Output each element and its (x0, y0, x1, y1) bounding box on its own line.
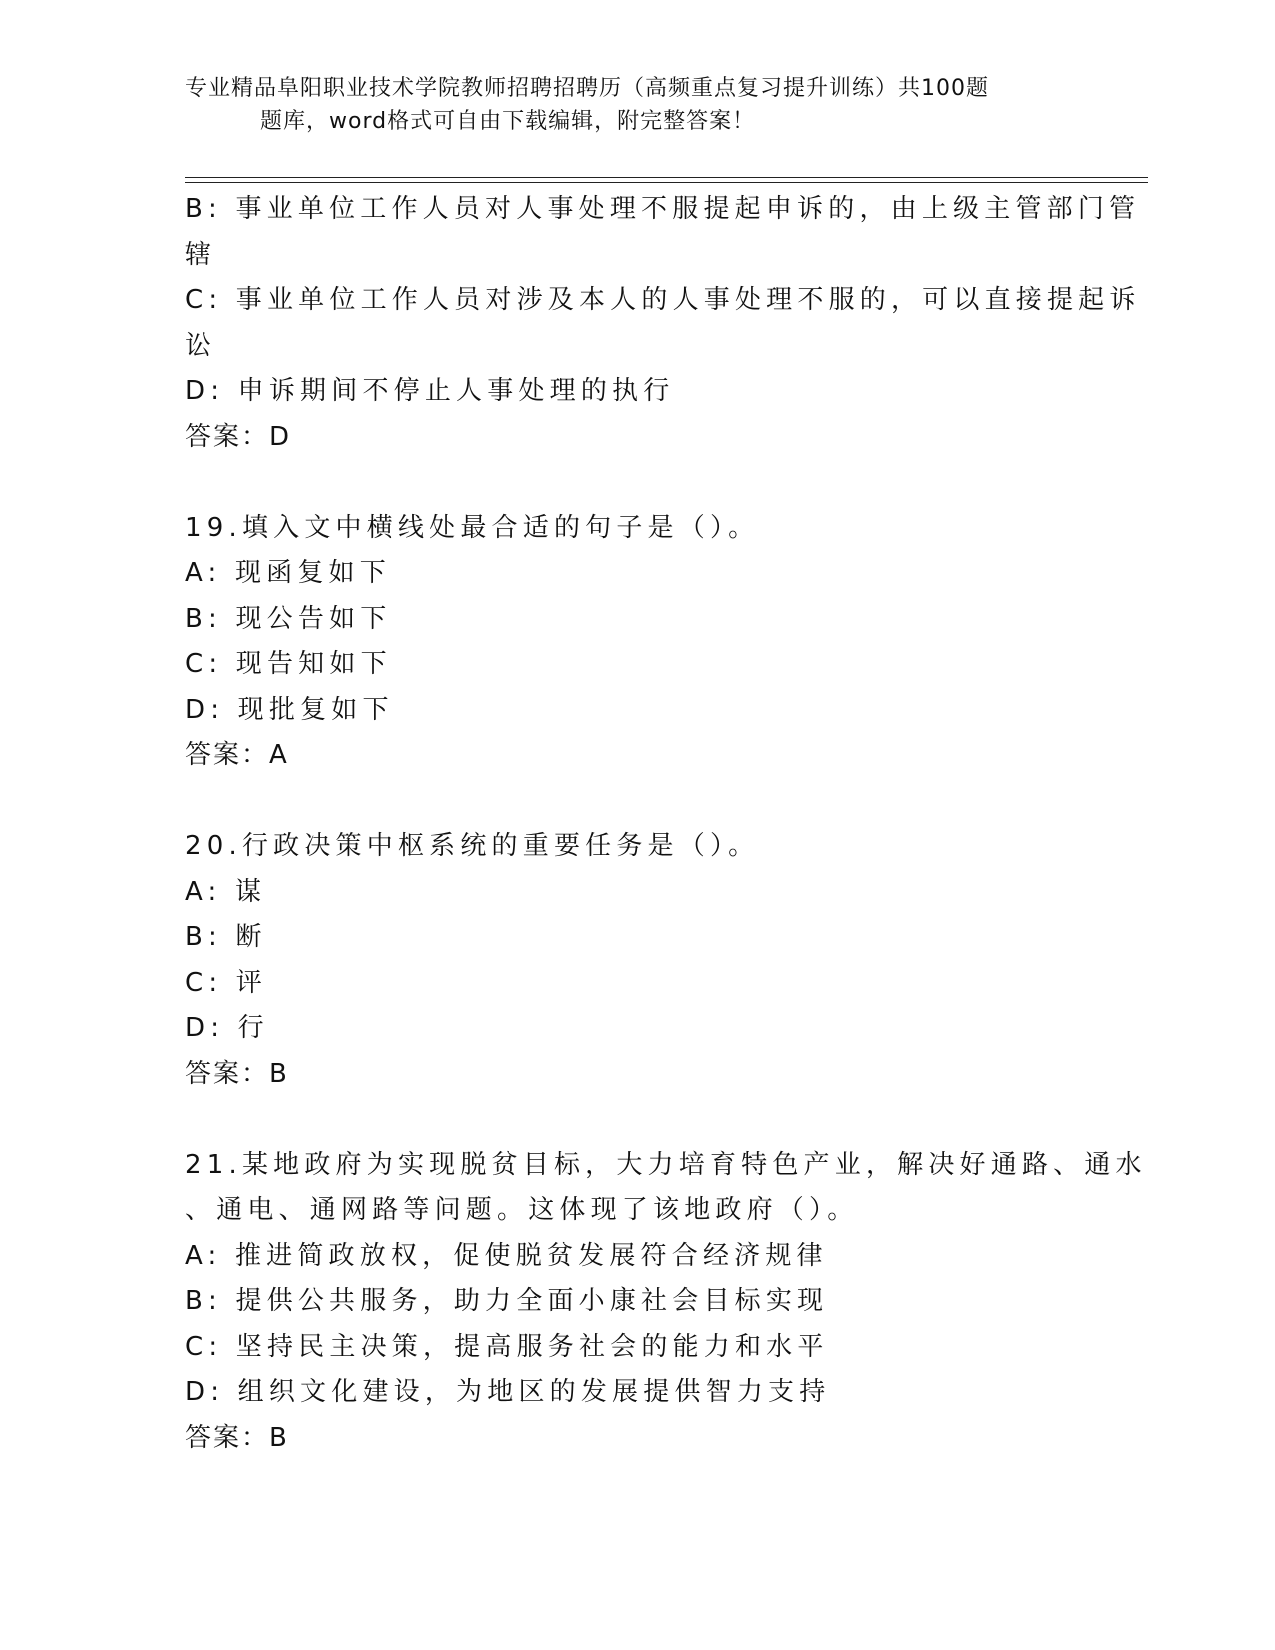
question-text-line-1: 21.某地政府为实现脱贫目标，大力培育特色产业，解决好通路、通水 (185, 1149, 1147, 1180)
answer: 答案：B (185, 1422, 289, 1453)
header-rule-bottom (185, 182, 1148, 183)
option-c-line-2: 讼 (185, 330, 217, 361)
option-d: D: 行 (185, 1013, 269, 1043)
option-b: B: 现公告如下 (185, 603, 392, 634)
option-a: A: 推进简政放权，促使脱贫发展符合经济规律 (185, 1240, 828, 1271)
option-d: D: 组织文化建设，为地区的发展提供智力支持 (185, 1377, 831, 1407)
spacer (185, 1097, 1085, 1143)
question-21 (185, 1143, 1147, 1462)
option-c: C: 坚持民主决策，提高服务社会的能力和水平 (185, 1331, 829, 1362)
option-b: B: 断 (185, 922, 267, 952)
document-header (185, 72, 1085, 138)
option-b-line-1: B: 事业单位工作人员对人事处理不服提起申诉的，由上级主管部门管 (185, 194, 1141, 224)
option-c: C: 评 (185, 967, 267, 998)
header-line-2: 题库，word格式可自由下载编辑，附完整答案！ (260, 109, 756, 134)
option-c: C: 现告知如下 (185, 649, 392, 679)
question-text-line-2: 、通电、通网路等问题。这体现了该地政府（）。 (185, 1195, 859, 1225)
option-d: D: 现批复如下 (185, 694, 394, 725)
option-b: B: 提供公共服务，助力全面小康社会目标实现 (185, 1286, 829, 1316)
option-d: D: 申诉期间不停止人事处理的执行 (185, 376, 675, 406)
document-body (185, 187, 1147, 1461)
question-18-tail (185, 187, 1141, 460)
option-a: A: 现函复如下 (185, 558, 391, 588)
question-19 (185, 506, 1085, 779)
question-text: 19.填入文中横线处最合适的句子是（）。 (185, 512, 760, 543)
answer: 答案：A (185, 740, 289, 770)
header-rule-top (185, 177, 1148, 178)
spacer (185, 460, 1085, 506)
header-line-1: 专业精品阜阳职业技术学院教师招聘招聘历（高频重点复习提升训练）共100题 (185, 76, 989, 101)
option-c-line-1: C: 事业单位工作人员对涉及本人的人事处理不服的，可以直接提起诉 (185, 285, 1141, 315)
option-a: A: 谋 (185, 876, 267, 907)
answer: 答案：B (185, 1058, 289, 1089)
option-b-line-2: 辖 (185, 239, 217, 270)
question-20 (185, 824, 1085, 1097)
spacer (185, 779, 1085, 825)
answer: 答案：D (185, 421, 292, 452)
question-text: 20.行政决策中枢系统的重要任务是（）。 (185, 831, 760, 861)
